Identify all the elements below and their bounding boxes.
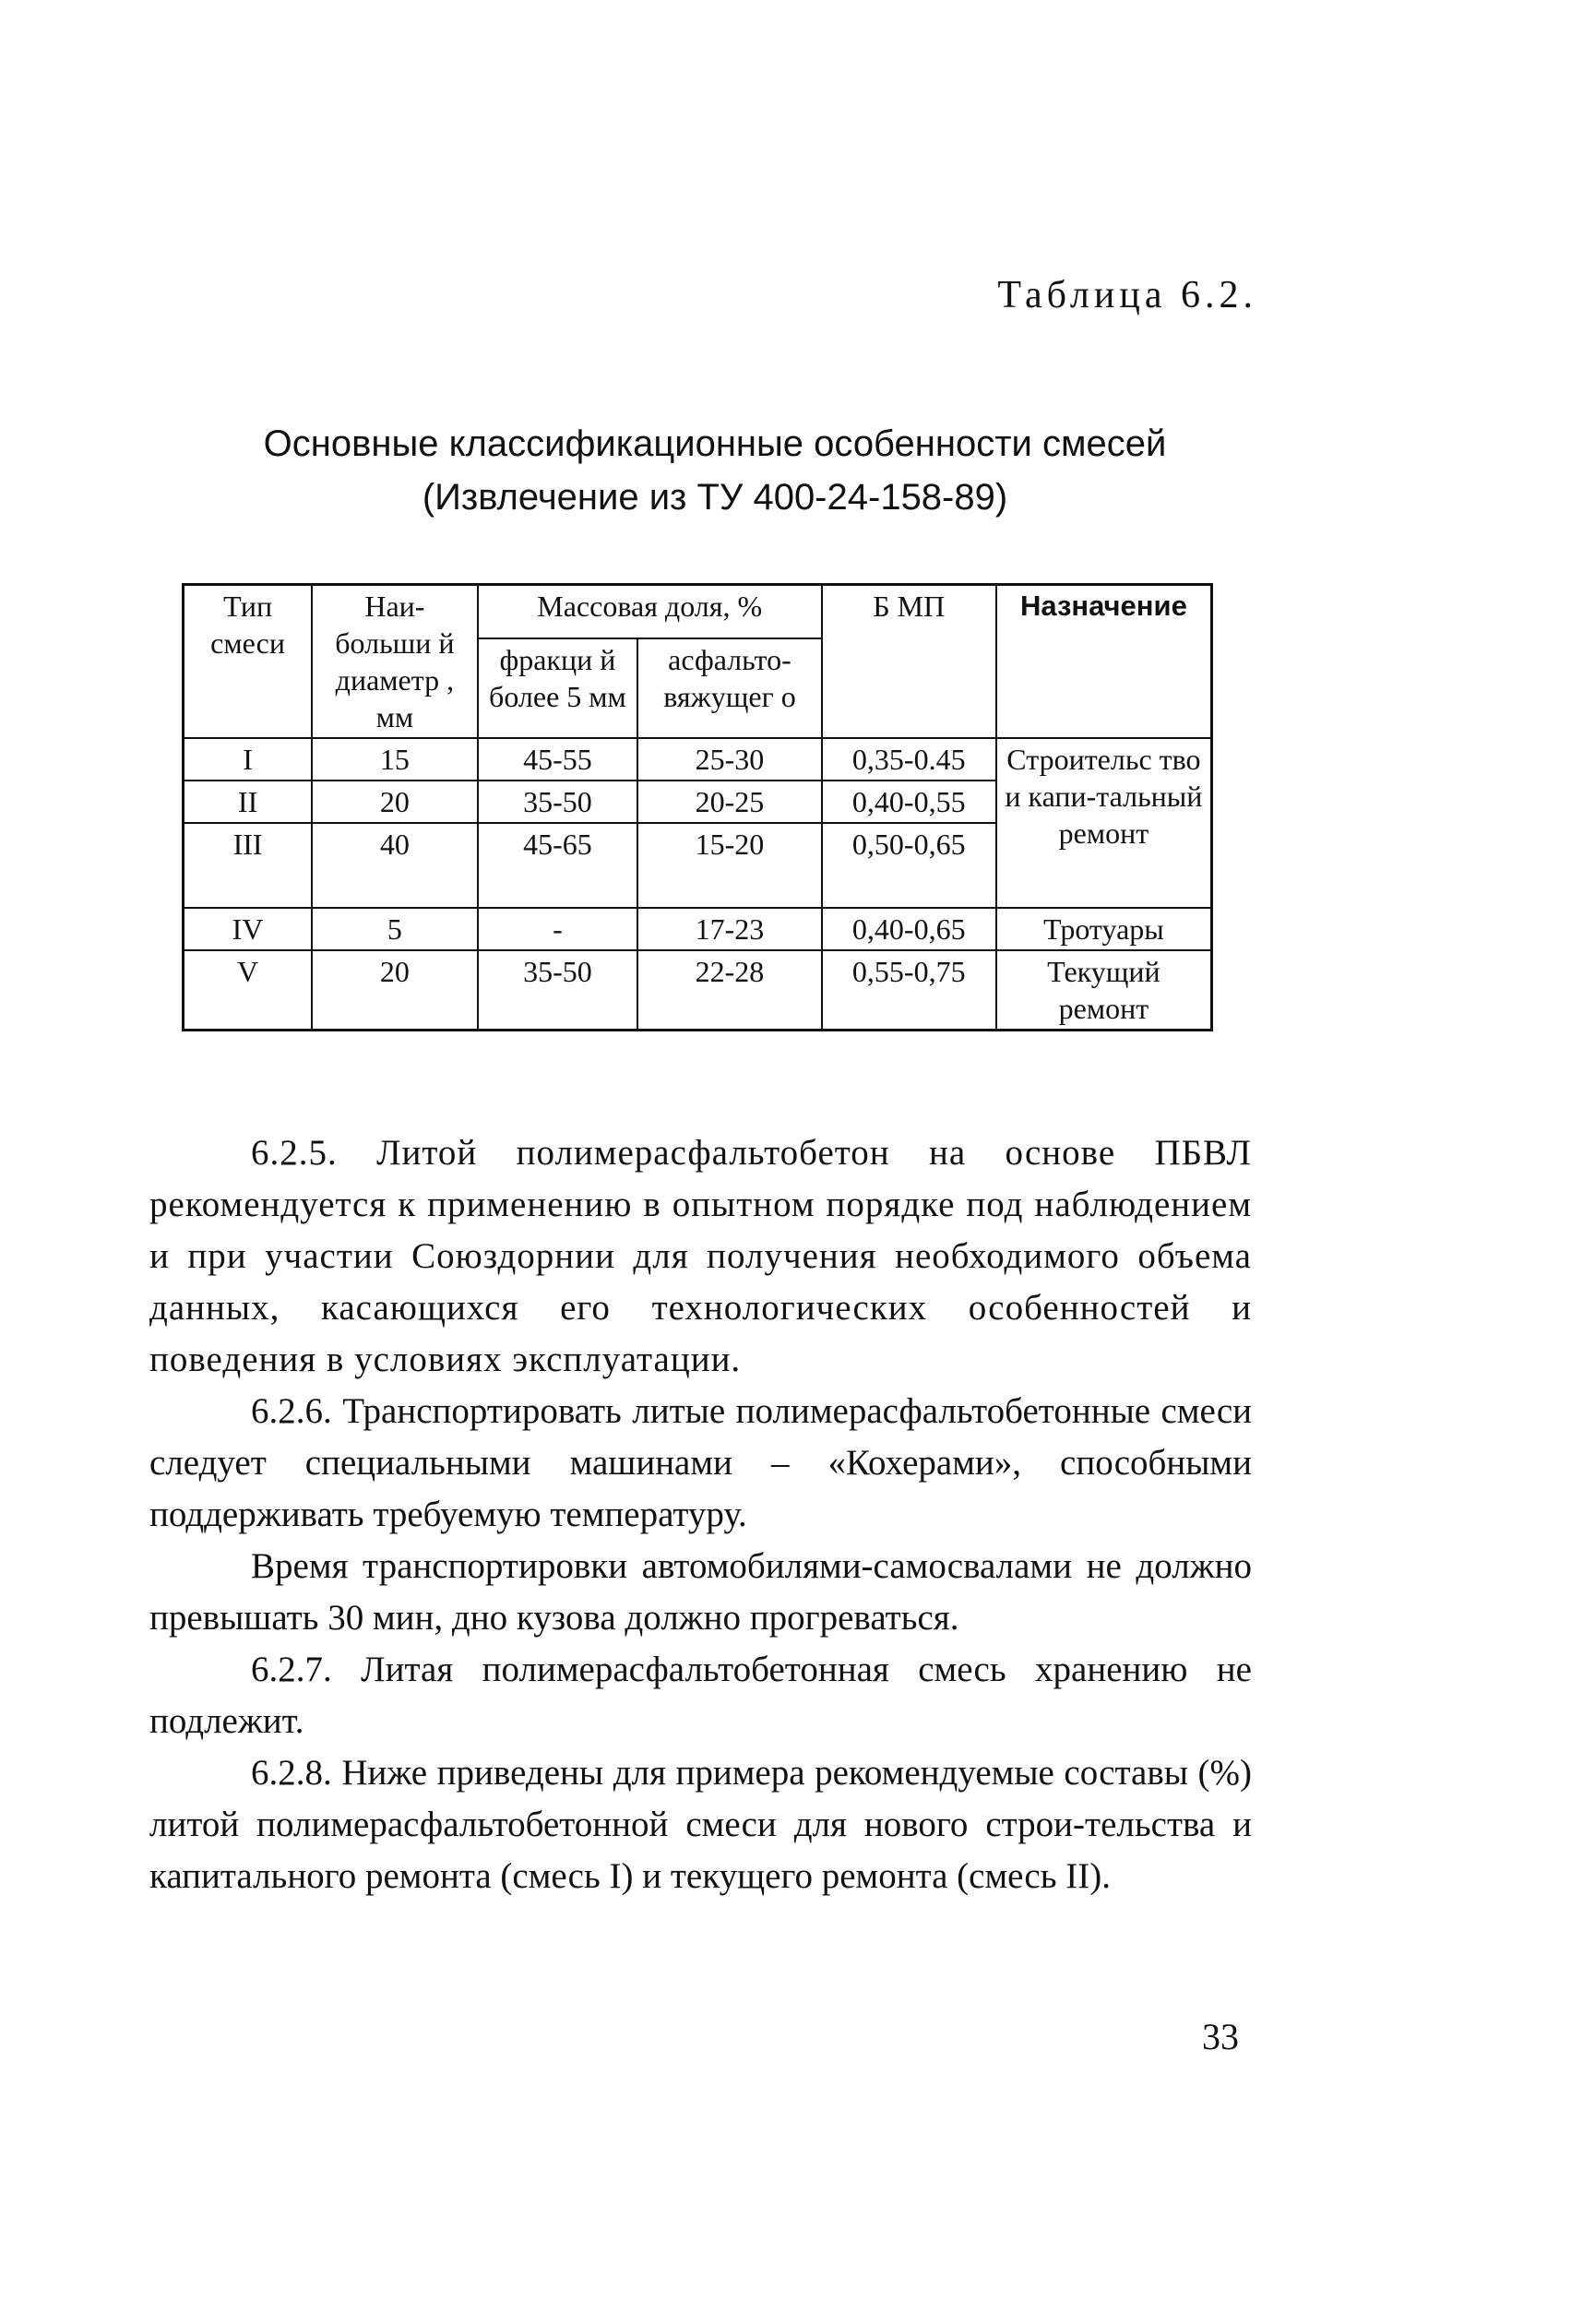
paragraph-6-2-7: 6.2.7. Литая полимерасфальтобетонная смесь хранению не подлежит. <box>149 1650 1252 1741</box>
header-b-mp: Б МП <box>822 585 996 739</box>
table-caption: Таблица 6.2. <box>997 274 1257 316</box>
cell-fraction: - <box>478 908 638 950</box>
table-title-line-2: (Извлечение из ТУ 400-24-158-89) <box>422 477 1008 518</box>
cell-b-mp: 0,55-0,75 <box>822 950 996 1031</box>
table-row <box>184 950 1212 1031</box>
paragraph-6-2-5: 6.2.5. Литой полимерасфальтобетон на основе ПБВЛ рекомендуется к применению в опытном порядке под наблюдением и при участии Союздорнии для получения необходимого объема данных, касающихся его технологических особенностей и поведения в условиях эксплуатации. <box>149 1133 1252 1379</box>
cell-fraction: 35-50 <box>478 950 638 1031</box>
cell-b-mp: 0,40-0,55 <box>822 781 996 823</box>
cell-type: V <box>184 950 313 1031</box>
cell-binder: 20-25 <box>637 781 822 823</box>
cell-binder: 22-28 <box>637 950 822 1031</box>
cell-fraction: 45-65 <box>478 823 638 908</box>
page-number: 33 <box>1202 2016 1239 2057</box>
table-title-line-1: Основные классификационные особенности смесей <box>263 423 1167 464</box>
cell-diameter: 5 <box>312 908 478 950</box>
cell-b-mp: 0,50-0,65 <box>822 823 996 908</box>
body-text <box>149 1127 1252 1902</box>
table-header-row <box>184 585 1212 638</box>
header-mass-share: Массовая доля, % <box>478 585 822 638</box>
cell-fraction: 45-55 <box>478 738 638 781</box>
cell-diameter: 20 <box>312 950 478 1031</box>
cell-diameter: 15 <box>312 738 478 781</box>
table-row <box>184 908 1212 950</box>
cell-b-mp: 0,40-0,65 <box>822 908 996 950</box>
cell-binder: 25-30 <box>637 738 822 781</box>
table-title <box>148 417 1282 524</box>
cell-diameter: 20 <box>312 781 478 823</box>
header-type: Тип смеси <box>184 585 313 739</box>
cell-type: III <box>184 823 313 908</box>
cell-purpose-construction: Строительс тво и капи-тальный ремонт <box>996 738 1212 908</box>
cell-diameter: 40 <box>312 823 478 908</box>
table-row <box>184 738 1212 781</box>
cell-purpose: Текущий ремонт <box>996 950 1212 1031</box>
cell-type: IV <box>184 908 313 950</box>
paragraph-6-2-6: 6.2.6. Транспортировать литые полимерасфальтобетонные смеси следует специальными машинами – «Кохерами», способными поддерживать требуемую температуру. <box>149 1391 1252 1534</box>
cell-type: I <box>184 738 313 781</box>
classification-table <box>182 583 1213 1031</box>
cell-binder: 15-20 <box>637 823 822 908</box>
cell-binder: 17-23 <box>637 908 822 950</box>
cell-fraction: 35-50 <box>478 781 638 823</box>
cell-b-mp: 0,35-0.45 <box>822 738 996 781</box>
cell-type: II <box>184 781 313 823</box>
cell-purpose: Тротуары <box>996 908 1212 950</box>
paragraph-6-2-8: 6.2.8. Ниже приведены для примера рекомендуемые составы (%) литой полимерасфальтобетонной смеси для нового строи-тельства и капитального ремонта (смесь I) и текущего ремонта (смесь II). <box>149 1753 1252 1896</box>
header-binder: асфальто-вяжущег о <box>637 638 822 738</box>
header-diameter: Наи-больши й диаметр , мм <box>312 585 478 739</box>
header-purpose: Назначение <box>996 585 1212 739</box>
paragraph-transport-time: Время транспортировки автомобилями-самосвалами не должно превышать 30 мин, дно кузова должно прогреваться. <box>149 1546 1252 1638</box>
header-fraction: фракци й более 5 мм <box>478 638 638 738</box>
